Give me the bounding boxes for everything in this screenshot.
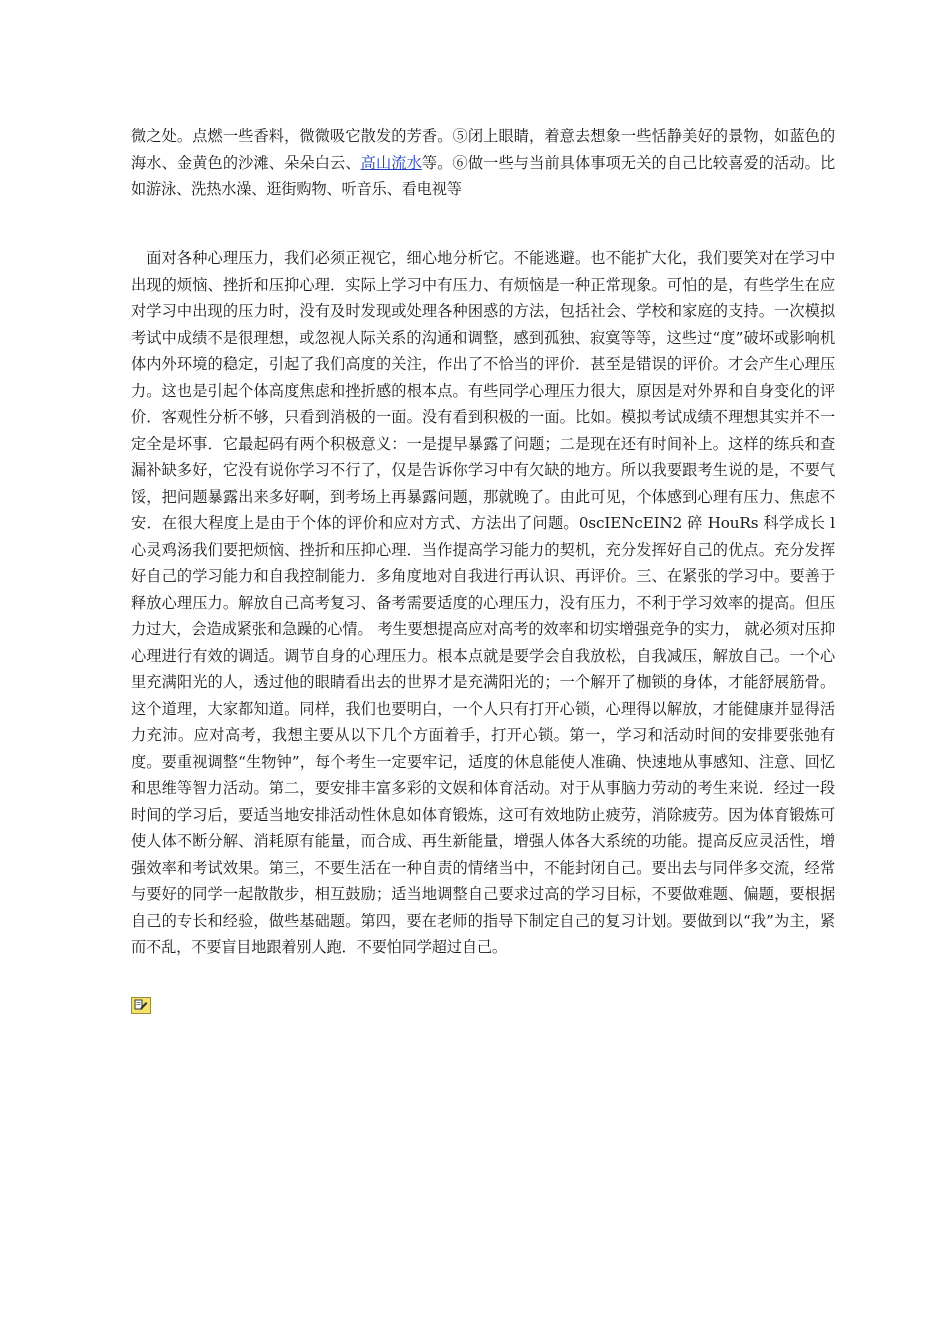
- paragraph-psychological-pressure: [131, 245, 835, 961]
- link-gaoshan-liushui[interactable]: 高山流水: [360, 153, 422, 172]
- paragraph-1-text-before-link: 微之处。点燃一些香料，微微吸它散发的芳香。⑤闭上眼睛，着意去想象一些恬静美好的景物，如蓝色的海水、金黄色的沙滩、朵朵白云、: [131, 127, 835, 172]
- paragraph-relaxation-tips: [131, 123, 835, 203]
- paragraph-1-text-after-link: 等。⑥做一些与当前具体事项无关的自己比较喜爱的活动。比如游泳、洗热水澡、逛街购物、听音乐、看电视等: [131, 153, 835, 198]
- pencil-edit-icon[interactable]: [131, 997, 151, 1014]
- pencil-icon: [134, 999, 148, 1012]
- paragraph-2-text: 面对各种心理压力，我们必须正视它，细心地分析它。不能逃避。也不能扩大化，我们要笑对在学习中出现的烦恼、挫折和压抑心理．实际上学习中有压力、有烦恼是一种正常现象。可怕的是，有些学生在应对学习中出现的压力时，没有及时发现或处理各种困惑的方法，包括社会、学校和家庭的支持。一次模拟考试中成绩不是很理想，或忽视人际关系的沟通和调整，感到孤独、寂寞等等，这些过“度”破坏或影响机体内外环境的稳定，引起了我们高度的关注，作出了不恰当的评价．甚至是错误的评价。才会产生心理压力。这也是引起个体高度焦虑和挫折感的根本点。有些同学心理压力很大，原因是对外界和自身变化的评价．客观性分析不够，只看到消极的一面。没有看到积极的一面。比如。模拟考试成绩不理想其实并不一定全是坏事．它最起码有两个积极意义：一是提早暴露了问题；二是现在还有时间补上。这样的练兵和查漏补缺多好，它没有说你学习不行了，仅是告诉你学习中有欠缺的地方。所以我要跟考生说的是，不要气馁，把问题暴露出来多好啊，到考场上再暴露问题，那就晚了。由此可见，个体感到心理有压力、焦虑不安．在很大程度上是由于个体的评价和应对方式、方法出了问题。0scIENcEIN2 碎 HouRs 科学成长 l 心灵鸡汤我们要把烦恼、挫折和压抑心理．当作提高学习能力的契机，充分发挥好自己的优点。充分发挥好自己的学习能力和自我控制能力．多角度地对自我进行再认识、再评价。三、在紧张的学习中。要善于释放心理压力。解放自己高考复习、备考需要适度的心理压力，没有压力，不利于学习效率的提高。但压力过大，会造成紧张和急躁的心情。 考生要想提高应对高考的效率和切实增强竞争的实力， 就必须对压抑心理进行有效的调适。调节自身的心理压力。根本点就是要学会自我放松，自我减压，解放自己。一个心里充满阳光的人，透过他的眼睛看出去的世界才是充满阳光的；一个解开了枷锁的身体，才能舒展筋骨。这个道理，大家都知道。同样，我们也要明白，一个人只有打开心锁，心理得以解放，才能健康并显得活力充沛。应对高考，我想主要从以下几个方面着手，打开心锁。第一，学习和活动时间的安排要张弛有度。要重视调整“生物钟”，每个考生一定要牢记，适度的休息能使人准确、快速地从事感知、注意、回忆和思维等智力活动。第二，要安排丰富多彩的文娱和体育活动。对于从事脑力劳动的考生来说．经过一段时间的学习后，要适当地安排活动性休息如体育锻炼，这可有效地防止疲劳，消除疲劳。因为体育锻炼可使人体不断分解、消耗原有能量，而合成、再生新能量，增强人体各大系统的功能。提高反应灵活性，增强效率和考试效果。第三，不要生活在一种自责的情绪当中，不能封闭自己。要出去与同伴多交流，经常与要好的同学一起散散步，相互鼓励；适当地调整自己要求过高的学习目标，不要做难题、偏题，要根据自己的专长和经验，做些基础题。第四，要在老师的指导下制定自己的复习计划。要做到以“我”为主，紧而不乱，不要盲目地跟着别人跑．不要怕同学超过自己。: [131, 249, 835, 956]
